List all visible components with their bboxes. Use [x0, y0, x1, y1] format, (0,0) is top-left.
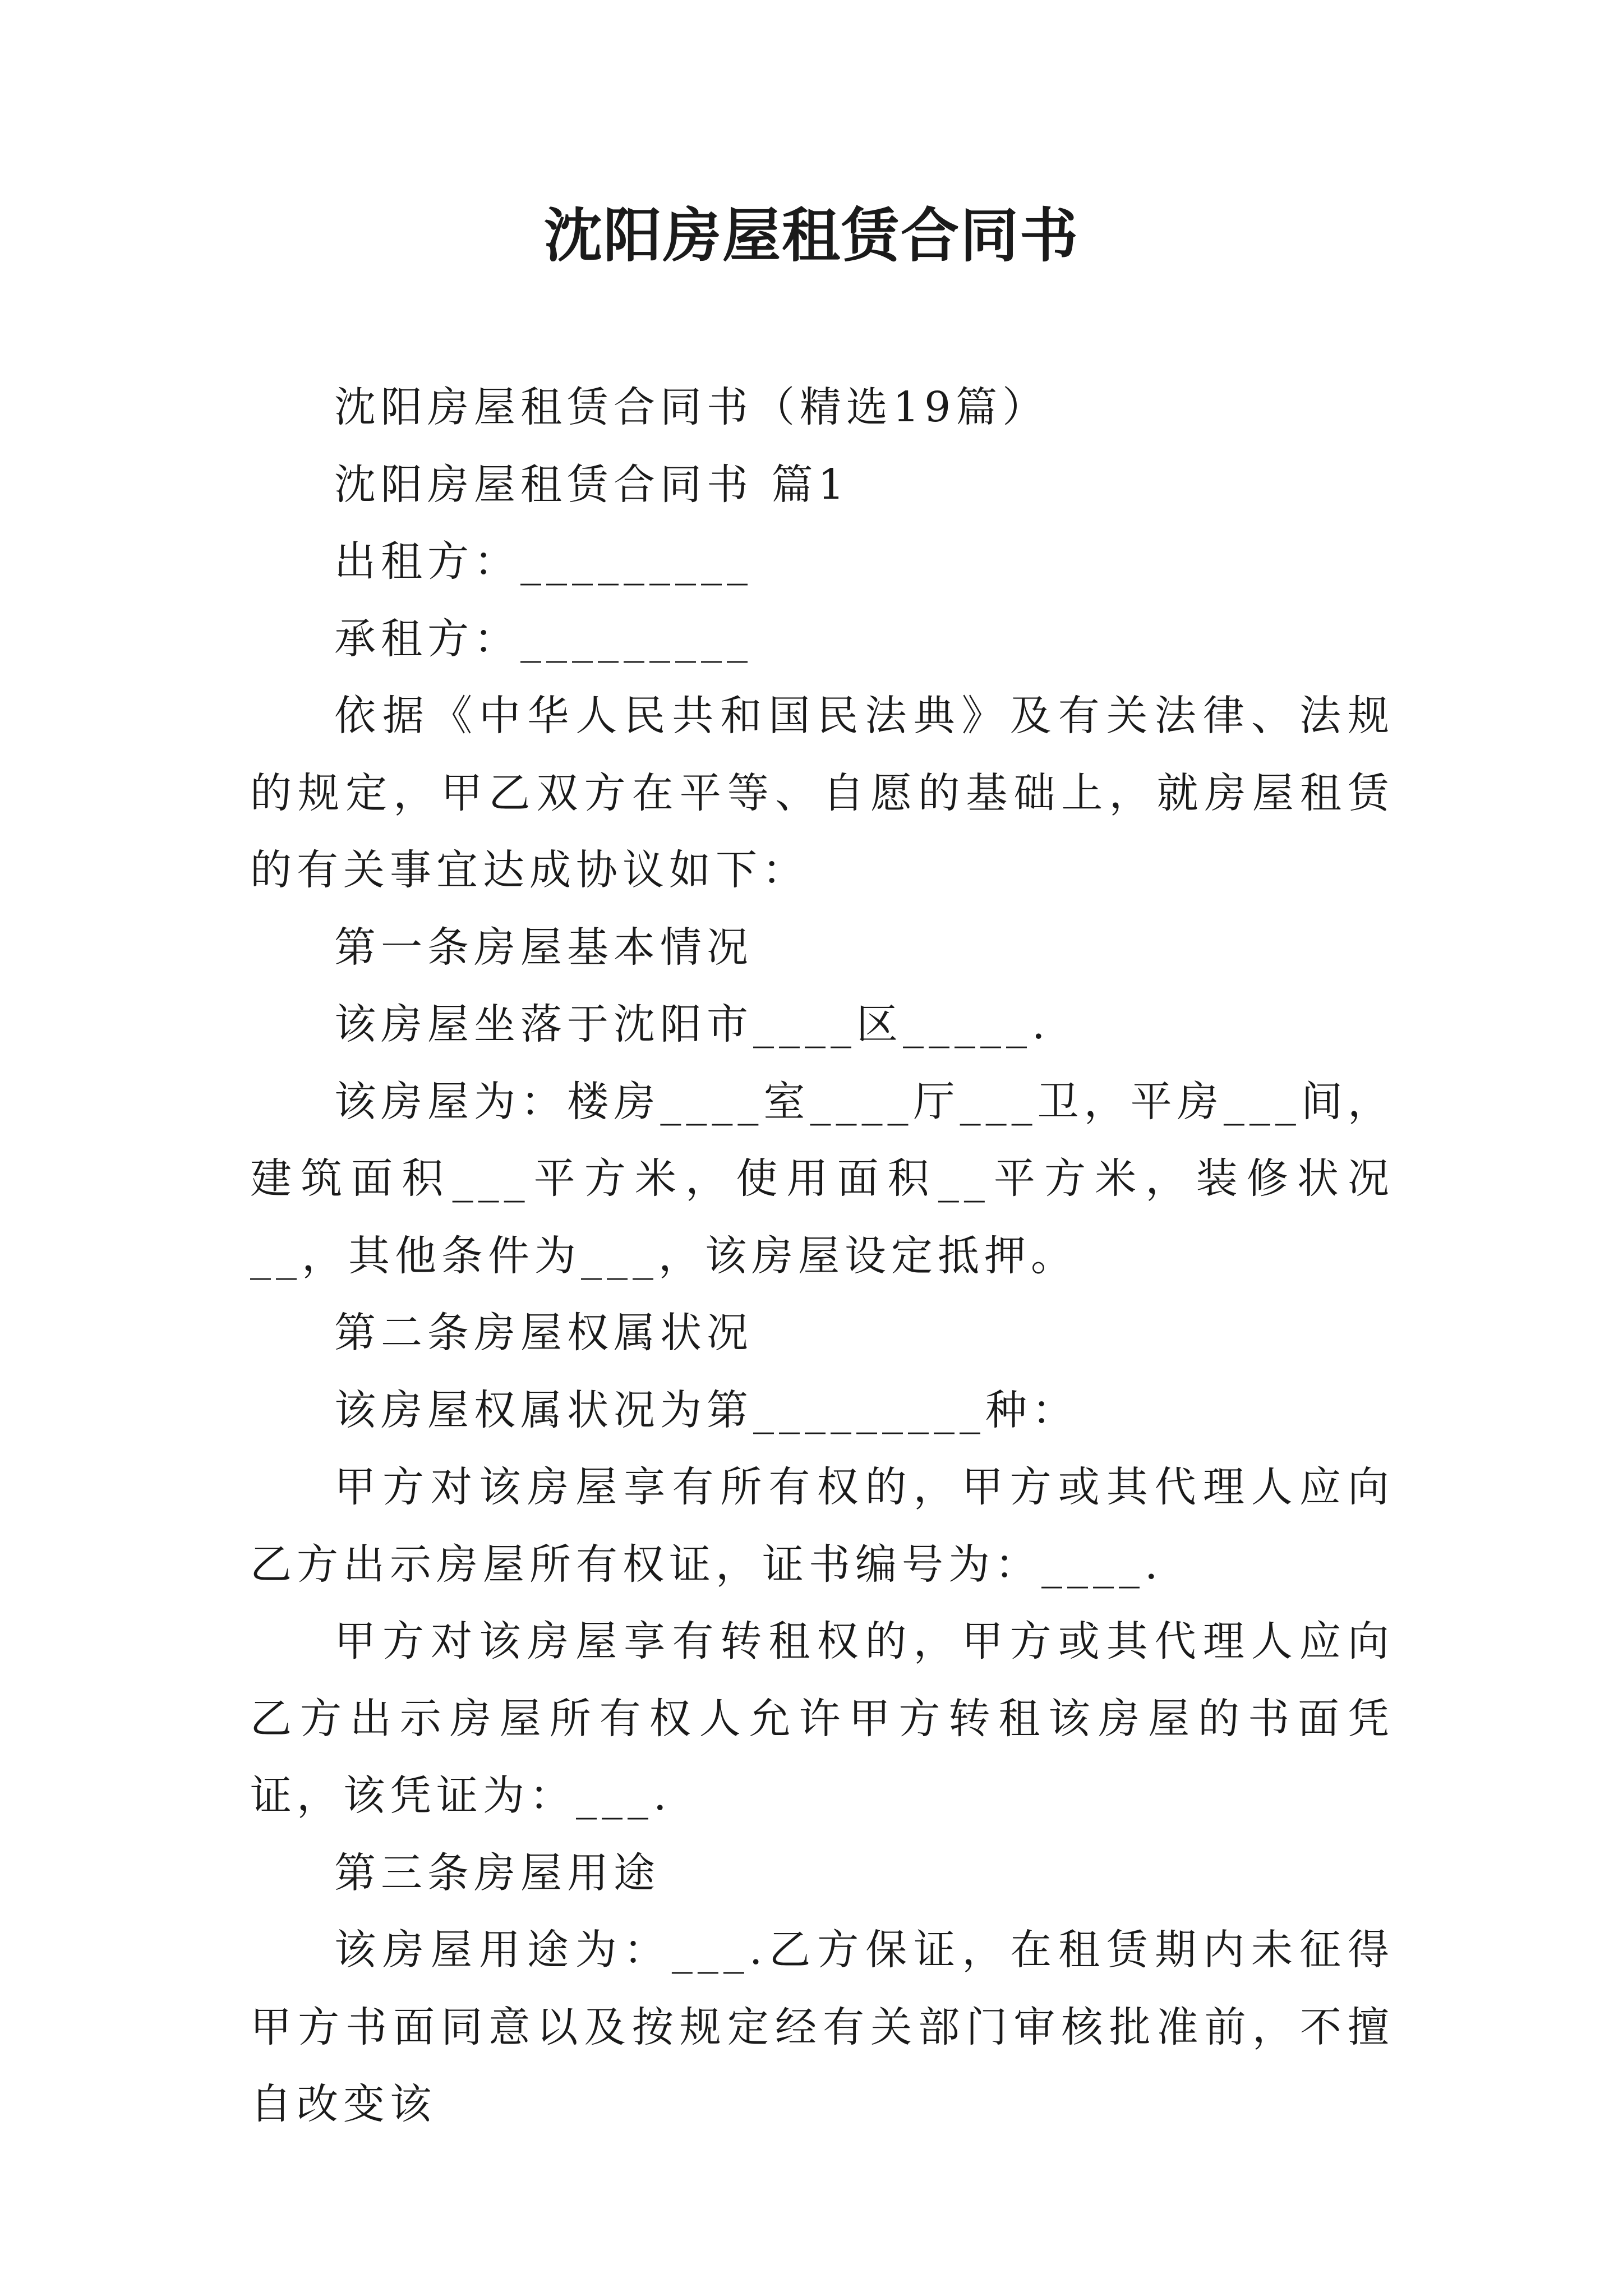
section-heading: 沈阳房屋租赁合同书 篇1: [334, 460, 850, 509]
article-2-ownership: 甲方对该房屋享有所有权的，甲方或其代理人应向乙方出示房屋所有权证，证书编号为：____.: [250, 1463, 1394, 1589]
article-3-usage: 该房屋用途为：___.乙方保证，在租赁期内未征得甲方书面同意以及按规定经有关部门审核批准前，不擅自改变该: [250, 1926, 1394, 2128]
lessee-line: 承租方：_________: [334, 614, 753, 663]
article-2-heading: 第二条房屋权属状况: [334, 1309, 753, 1357]
document-body: [250, 369, 1394, 2143]
article-2-type: 该房屋权属状况为第_________种：: [334, 1386, 1078, 1434]
article-3-heading: 第三条房屋用途: [334, 1848, 660, 1897]
article-2-sublease: 甲方对该房屋享有转租权的，甲方或其代理人应向乙方出示房屋所有权人允许甲方转租该房屋的书面凭证，该凭证为：___.: [250, 1617, 1394, 1820]
article-1-heading: 第一条房屋基本情况: [334, 923, 753, 972]
preamble-paragraph: 依据《中华人民共和国民法典》及有关法律、法规的规定，甲乙双方在平等、自愿的基础上，就房屋租赁的有关事宜达成协议如下：: [250, 692, 1394, 894]
article-1-details: 该房屋为：楼房____室____厅___卫，平房___间，建筑面积___平方米，使用面积__平方米，装修状况__，其他条件为___，该房屋设定抵押。: [250, 1077, 1394, 1280]
article-1-location: 该房屋坐落于沈阳市____区_____.: [334, 1000, 1050, 1048]
lessor-line: 出租方：_________: [334, 537, 753, 586]
document-title: 沈阳房屋租赁合同书: [543, 201, 1079, 270]
subtitle: 沈阳房屋租赁合同书（精选19篇）: [334, 383, 1049, 431]
